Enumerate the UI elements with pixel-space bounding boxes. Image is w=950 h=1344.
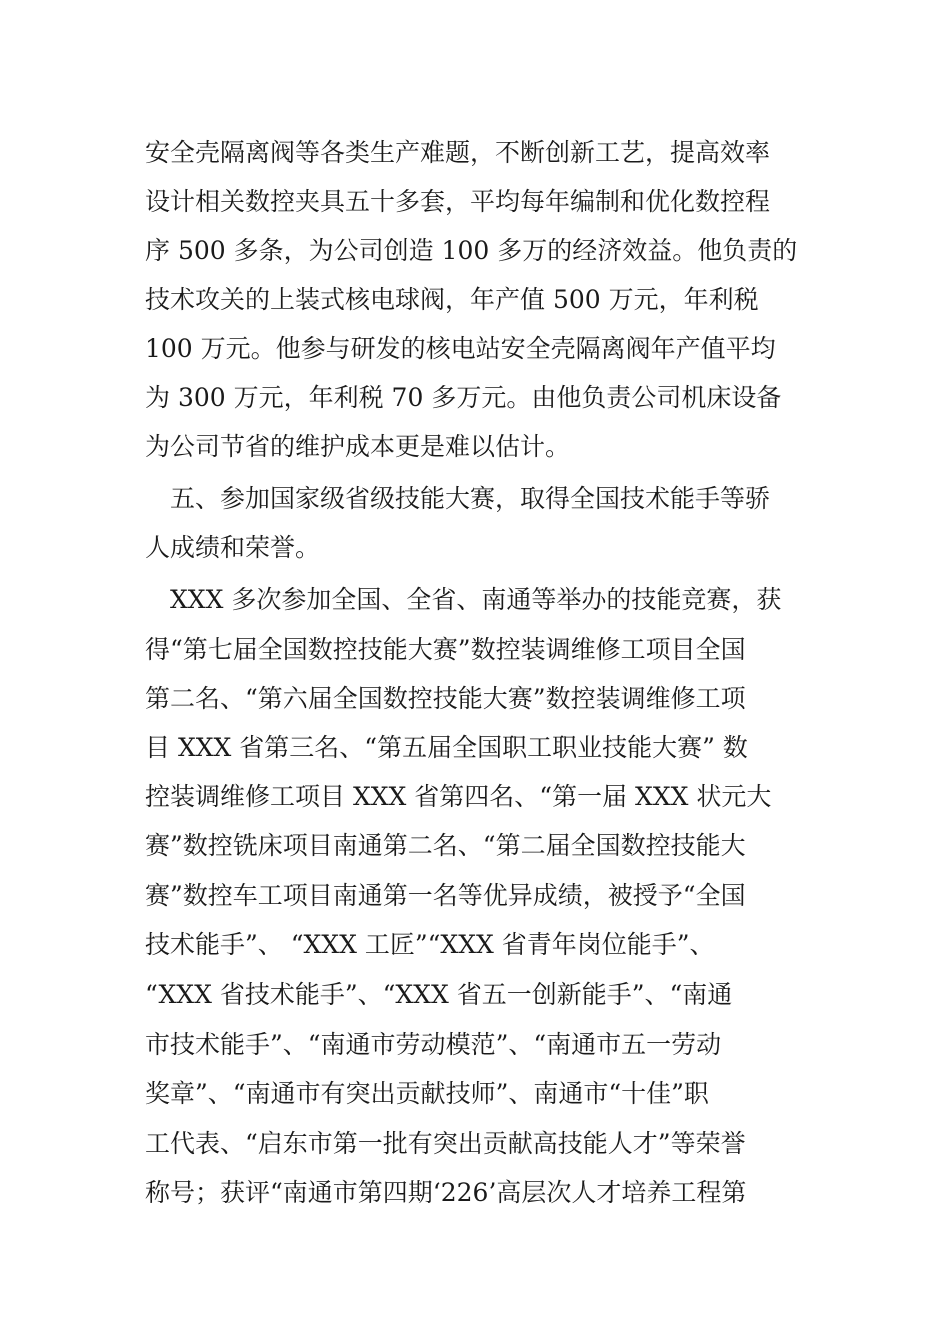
text-line-16: 赛”数控车工项目南通第一名等优异成绩，被授予“全国 bbox=[145, 881, 746, 910]
text-line-7: 为公司节省的维护成本更是难以估计。 bbox=[145, 432, 571, 461]
text-line-19: 市技术能手”、“南通市劳动模范”、“南通市五一劳动 bbox=[145, 1030, 722, 1059]
text-line-14: 控装调维修工项目 XXX 省第四名、“第一届 XXX 状元大 bbox=[145, 782, 772, 811]
text-line-13: 目 XXX 省第三名、“第五届全国职工职业技能大赛” 数 bbox=[145, 733, 748, 762]
text-line-6: 为 300 万元，年利税 70 多万元。由他负责公司机床设备 bbox=[145, 383, 782, 412]
text-line-17: 技术能手”、 “XXX 工匠”“XXX 省青年岗位能手”、 bbox=[145, 930, 715, 959]
text-line-12: 第二名、“第六届全国数控技能大赛”数控装调维修工项 bbox=[145, 684, 746, 713]
text-line-2: 设计相关数控夹具五十多套，平均每年编制和优化数控程 bbox=[145, 187, 771, 216]
text-line-21: 工代表、“启东市第一批有突出贡献高技能人才”等荣誉 bbox=[145, 1129, 746, 1158]
text-line-3: 序 500 多条，为公司创造 100 多万的经济效益。他负责的 bbox=[145, 236, 798, 265]
text-line-11: 得“第七届全国数控技能大赛”数控装调维修工项目全国 bbox=[145, 635, 746, 664]
text-line-15: 赛”数控铣床项目南通第二名、“第二届全国数控技能大 bbox=[145, 831, 746, 860]
text-line-18: “XXX 省技术能手”、“XXX 省五一创新能手”、“南通 bbox=[145, 980, 733, 1009]
text-line-20: 奖章”、“南通市有突出贡献技师”、南通市“十佳”职 bbox=[145, 1079, 709, 1108]
section-heading-line-1: 五、参加国家级省级技能大赛，取得全国技术能手等骄 bbox=[145, 484, 771, 513]
text-line-10: XXX 多次参加全国、全省、南通等举办的技能竞赛，获 bbox=[145, 585, 782, 614]
text-line-1: 安全壳隔离阀等各类生产难题，不断创新工艺，提高效率 bbox=[145, 138, 771, 167]
text-line-5: 100 万元。他参与研发的核电站安全壳隔离阀年产值平均 bbox=[145, 334, 776, 363]
text-line-4: 技术攻关的上装式核电球阀，年产值 500 万元，年利税 bbox=[145, 285, 759, 314]
text-line-22: 称号；获评“南通市第四期‘226’高层次人才培养工程第 bbox=[145, 1178, 747, 1207]
section-heading-line-2: 人成绩和荣誉。 bbox=[145, 533, 321, 562]
